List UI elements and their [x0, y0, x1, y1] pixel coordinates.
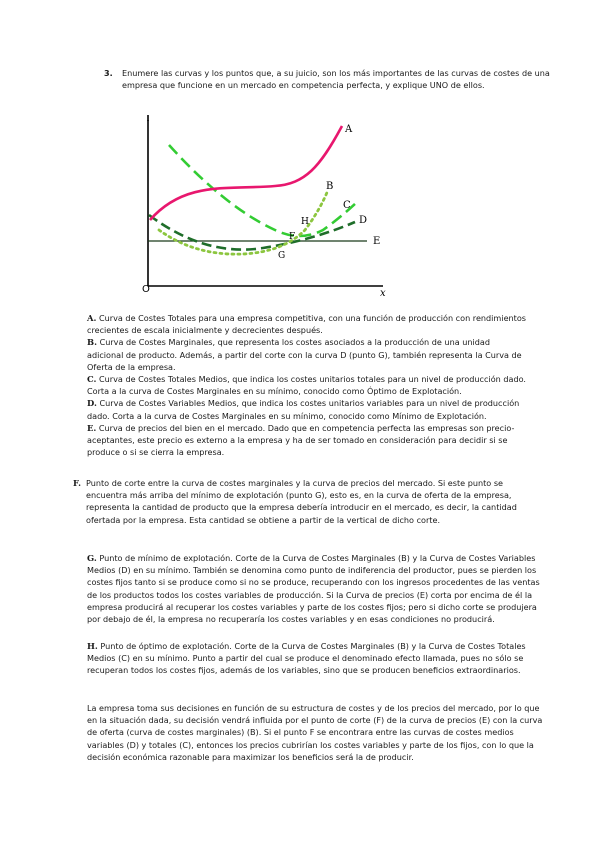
conclusion-paragraph: La empresa toma sus decisiones en función de su estructura de costes y de los precios del mercado, por lo que en la situación dada, su decisión vendrá influida por el punto de corte (F) de la curva de precios (E) con la curva de oferta (curva de costes marginales) (B). Si el punto F se encontrara entre las curvas de costes medios variables (D) y totales (C), entonces los precios cubrirían los costes variables y parte de los fijos, con lo que la decisión económica razonable para maximizar los beneficios será la de producir. — [87, 703, 543, 762]
definition-B-text: Curva de Costes Marginales, que representa los costes asociados a la producción de una unidad adicional de producto. Además, a partir del corte con la curva D (punto G), también representa la Curva de Oferta de la empresa. — [87, 337, 522, 372]
definition-E-text: Curva de precios del bien en el mercado. Dado que en competencia perfecta las empresas son precio-aceptantes, este precio es externo a la empresa y ha de ser tomado en consideración para decidir si se produce o si se cierra la empresa. — [87, 422, 515, 458]
label-A: A — [345, 124, 353, 135]
label-G: G — [278, 251, 286, 261]
point-F-text: Punto de corte entre la curva de costes marginales y la curva de precios del mercado. Si este punto se encuentra más arriba del mínimo de explotación (punto G), esto es, en la curva de oferta de la empresa, representa la cantidad de producto que la empresa debería introducir en el mercado, es decir, la cantidad ofertada por la empresa. Esta cantidad se obtiene a partir de la vertical de dicho corte. — [86, 478, 517, 525]
definition-A-label: A. — [87, 313, 97, 323]
label-B: B — [326, 181, 334, 192]
definition-B-label: B. — [87, 337, 97, 348]
point-G-section — [87, 552, 547, 625]
definition-E — [87, 422, 527, 459]
definition-B — [87, 336, 527, 373]
cost-curves-diagram — [135, 112, 395, 297]
curve-A-total-cost — [150, 126, 342, 220]
label-H: H — [301, 217, 309, 227]
point-F-label: F. — [73, 478, 82, 488]
label-E: E — [373, 236, 381, 247]
point-H-text: Punto de óptimo de explotación. Corte de la Curva de Costes Marginales (B) y la Curva de Costes Totales Medios (C) en su mínimo. Punto a partir del cual se produce el denominado efecto llamada, pues no sólo se recuperan todos los costes fijos, además de los variables, sino que se producen beneficios extraordinarios. — [87, 641, 526, 676]
curve-D-avc — [149, 215, 355, 250]
definition-C-text: Curva de Costes Totales Medios, que indica los costes unitarios totales para un nivel de producción dado. Corta a la curva de Costes Marginales en su mínimo, conocido como Óptimo de Explotación. — [87, 374, 526, 397]
definition-A — [87, 312, 527, 336]
definition-D-text: Curva de Costes Variables Medios, que indica los costes unitarios variables para un nivel de producción dado. Corta a la curva de Costes Marginales en su mínimo, conocido como Mínimo de Explotación. — [87, 398, 520, 421]
definition-A-text: Curva de Costes Totales para una empresa competitiva, con una función de producción con rendimientos crecientes de escala inicialmente y decrecientes después. — [87, 313, 527, 336]
definitions-list — [87, 312, 527, 458]
label-D: D — [359, 215, 368, 226]
definition-E-label: E. — [87, 422, 97, 433]
label-F: F — [289, 232, 296, 242]
origin-label: O — [142, 284, 150, 295]
definition-C-label: C. — [87, 374, 97, 385]
point-F-section — [73, 477, 543, 526]
point-H-label: H. — [87, 641, 98, 651]
definition-C — [87, 373, 527, 397]
question-text: Enumere las curvas y los puntos que, a su juicio, son los más importantes de las curvas de costes de una empresa que funcione en un mercado en competencia perfecta, y explique UNO de ellos. — [122, 68, 550, 91]
point-H-section — [87, 640, 547, 677]
definition-D-label: D. — [87, 398, 97, 409]
x-axis-label: x — [380, 288, 386, 297]
question-number: 3. — [104, 68, 113, 78]
label-C: C — [343, 200, 351, 211]
point-G-label: G. — [87, 553, 97, 563]
question-3 — [104, 67, 554, 91]
definition-D — [87, 397, 527, 421]
point-G-text: Punto de mínimo de explotación. Corte de la Curva de Costes Marginales (B) y la Curva de Costes Variables Medios (D) en su mínimo. También se denomina como punto de indiferencia del productor, pues se pierden los costes fijos tanto si se produce como si no se produce, recuperando con los ingresos procedentes de las ventas de los productos todos los costes variables de producción. Si la Curva de precios (E) corta por encima de él la empresa producirá al recuperar los costes variables y parte de los costes fijos; pero si dicho corte se produjera por debajo de él, la empresa no recuperaría los costes variables y en esas condiciones no producirá. — [87, 553, 540, 625]
